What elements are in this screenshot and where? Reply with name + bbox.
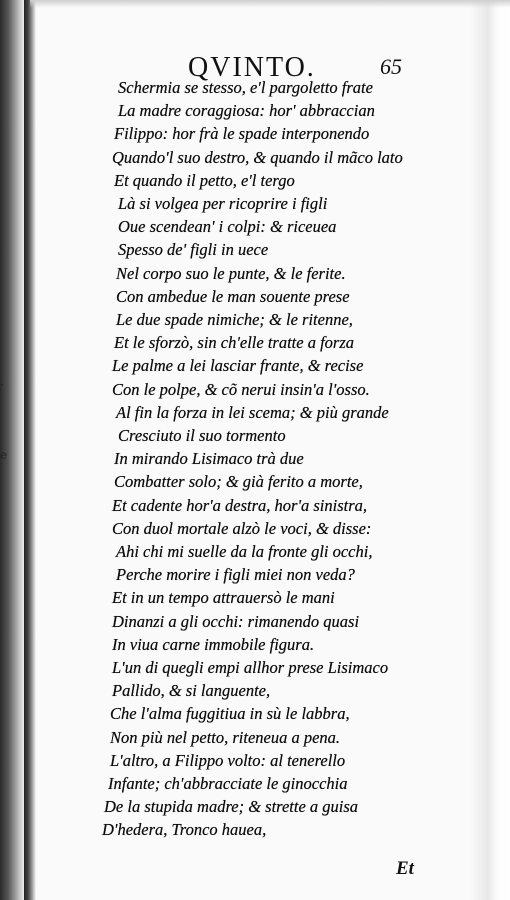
page-number: 65 bbox=[380, 54, 402, 79]
catchword: Et bbox=[396, 858, 414, 879]
verse-line: Quando'l suo destro, & quando il mãco lato bbox=[112, 147, 403, 167]
verse-line: Cresciuto il suo tormento bbox=[118, 426, 286, 445]
verse-line: In mirando Lisimaco trà due bbox=[114, 449, 304, 469]
verse-line: Le due spade nimiche; & le ritenne, bbox=[116, 310, 353, 329]
verse-line: De la stupida madre; & strette a guisa bbox=[104, 797, 359, 817]
verse-line: Perche morire i figli miei non veda? bbox=[116, 565, 355, 585]
verse-line: Pallido, & si languente, bbox=[112, 681, 271, 701]
verse-line: Et le sforzò, sin ch'elle tratte a forza bbox=[114, 333, 355, 353]
verse-line: Là si volgea per ricoprire i figli bbox=[118, 194, 328, 213]
verse-line: Dinanzi a gli occhi: rimanendo quasi bbox=[112, 611, 360, 631]
verse-line: Combatter solo; & già ferito a morte, bbox=[114, 472, 363, 492]
verse-line: Et cadente hor'a destra, hor'a sinistra, bbox=[112, 495, 368, 515]
verse-line: Schermia se stesso, e'l pargoletto frate bbox=[118, 78, 373, 97]
verse-line: Con le polpe, & cõ nerui insin'a l'osso. bbox=[112, 379, 370, 399]
verse-line: Con duol mortale alzò le voci, & disse: bbox=[112, 518, 372, 538]
verse-line: Et in un tempo attrauersò le mani bbox=[112, 588, 335, 608]
verse-line: L'altro, a Filippo volto: al tenerello bbox=[110, 750, 346, 770]
margin-mark: e bbox=[0, 448, 8, 462]
running-head: QVINTO. bbox=[188, 52, 316, 83]
verse-line: L'un di quegli empi allhor prese Lisimaco bbox=[112, 658, 389, 677]
verse-line: Le palme a lei lasciar frante, & recise bbox=[112, 356, 364, 376]
verse-line: Infante; ch'abbracciate le ginocchia bbox=[108, 774, 348, 793]
verse-line: Et quando il petto, e'l tergo bbox=[114, 170, 295, 190]
verse-line: Nel corpo suo le punte, & le ferite. bbox=[116, 263, 346, 283]
verse-line: Ahi chi mi suelle da la fronte gli occhi, bbox=[116, 542, 373, 561]
verse-line: La madre coraggiosa: hor' abbraccian bbox=[118, 101, 375, 121]
margin-mark: · bbox=[0, 378, 4, 392]
verse-line: Che l'alma fuggitiua in sù le labbra, bbox=[110, 704, 350, 724]
verse-line: Oue scendean' i colpi: & riceuea bbox=[118, 217, 337, 237]
verse-line: Al fin la forza in lei scema; & più grande bbox=[116, 402, 389, 422]
verse-line: Spesso de' figli in uece bbox=[118, 240, 269, 260]
verse-line: In viua carne immobile figura. bbox=[112, 634, 315, 654]
verse-line: Con ambedue le man souente prese bbox=[116, 286, 350, 306]
verse-line: Non più nel petto, riteneua a pena. bbox=[110, 727, 341, 747]
verse-line: D'hedera, Tronco hauea, bbox=[102, 820, 267, 840]
verse-line: Filippo: hor frà le spade interponendo bbox=[114, 124, 370, 144]
